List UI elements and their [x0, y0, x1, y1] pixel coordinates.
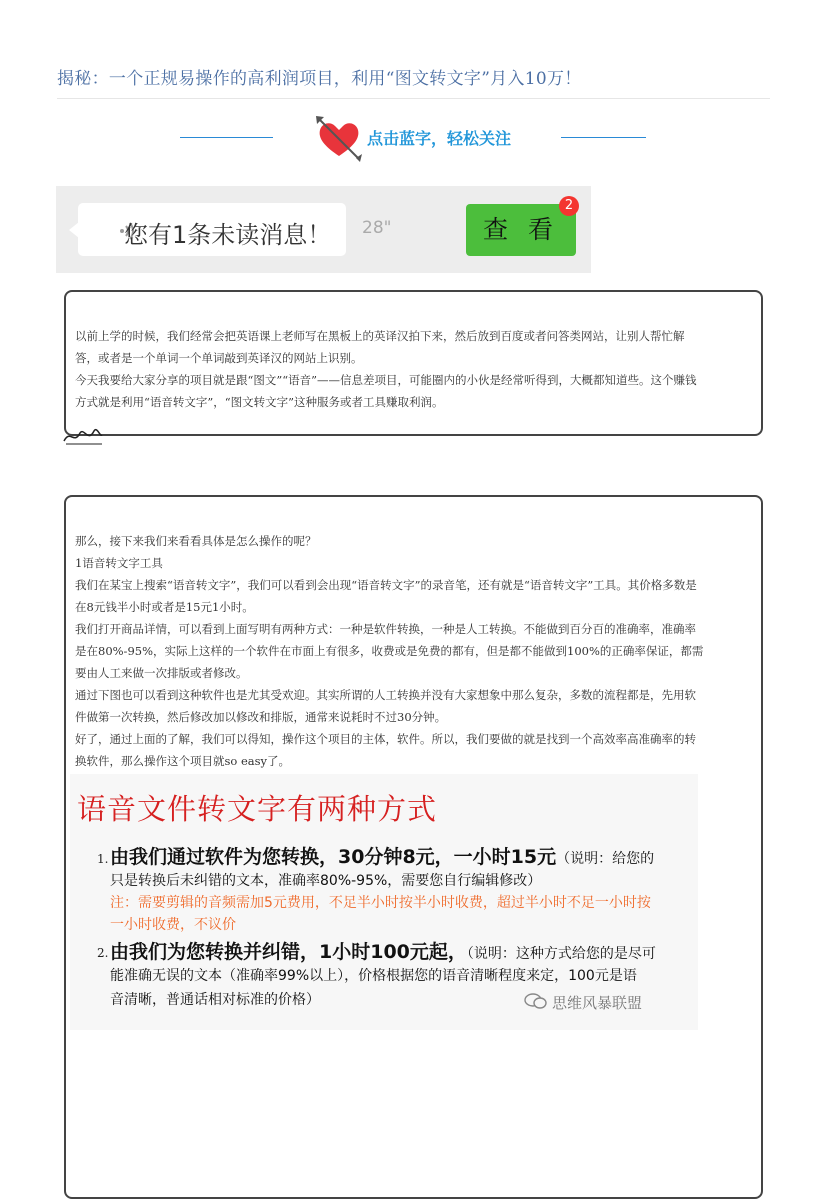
decorative-scribble-icon — [62, 423, 104, 447]
pricing-image-heading: 语音文件转文字有两种方式 — [77, 792, 438, 826]
item2-number: 2. — [97, 946, 109, 960]
body-line-11: 换软件，那么操作这个项目就so easy了。 — [75, 754, 291, 768]
follow-left-line — [180, 137, 273, 138]
item2-note-end: 音清晰，普通话相对标准的价格） — [110, 992, 320, 1008]
follow-right-line — [561, 137, 646, 138]
item1-note-cont: 只是转换后未纠错的文本，准确率80%-95%，需要您自行编辑修改） — [110, 873, 542, 889]
item2-note-cont: 能准确无误的文本（准确率99%以上），价格根据您的语音清晰程度来定，100元是语 — [110, 968, 637, 984]
body-line-7: 要由人工来做一次排版或者修改。 — [75, 666, 248, 680]
body-line-4: 在8元钱半小时或者是15元1小时。 — [75, 600, 254, 614]
heart-arrow-icon — [314, 114, 364, 162]
article-title: 揭秘：一个正规易操作的高利润项目，利用“图文转文字”月入10万！ — [57, 69, 582, 89]
item2-headline — [110, 937, 656, 964]
item1-red-note-1: 注：需要剪辑的音频需加5元费用，不足半小时按半小时收费，超过半小时不足一小时按 — [110, 895, 651, 911]
follow-prompt[interactable]: 点击蓝字，轻松关注 — [367, 129, 512, 148]
item1-bold-text: 由我们通过软件为您转换，30分钟8元，一小时15元 — [110, 846, 557, 868]
body-line-10: 好了，通过上面的了解，我们可以得知，操作这个项目的主体，软件。所以，我们要做的就是找到一个高效率高准确率的转 — [75, 732, 696, 746]
body-line-8: 通过下图也可以看到这种软件也是尤其受欢迎。其实所谓的人工转换并没有大家想象中那么复杂，多数的流程都是，先用软 — [75, 688, 696, 702]
body-line-1: 那么，接下来我们来看看具体是怎么操作的呢？ — [75, 534, 317, 548]
watermark-text: 思维风暴联盟 — [552, 994, 643, 1012]
unread-message-text: 您有1条未读消息！ — [124, 221, 332, 249]
item1-headline — [110, 842, 654, 869]
pricing-image — [70, 774, 698, 1030]
item2-note-start: （说明：这种方式给您的是尽可 — [466, 946, 656, 962]
message-duration: 28" — [362, 218, 392, 238]
message-bubble[interactable] — [78, 203, 346, 256]
watermark — [552, 992, 642, 1013]
chat-bubble-icon — [524, 992, 548, 1010]
view-button[interactable]: 查 看 — [466, 204, 576, 256]
item1-note-start: （说明：给您的 — [556, 851, 655, 867]
body-line-6: 是在80%-95%，实际上这样的一个软件在市面上有很多，收费或是免费的都有，但是都不能做到100%的正确率保证，都需 — [75, 644, 704, 658]
body-line-5: 我们打开商品详情，可以看到上面写明有两种方式：一种是软件转换，一种是人工转换。不能做到百分百的准确率，准确率 — [75, 622, 696, 636]
unread-badge: 2 — [559, 196, 579, 216]
intro-line-3: 今天我要给大家分享的项目就是跟“图文”“语音”——信息差项目，可能圈内的小伙是经常听得到，大概都知道些。这个赚钱 — [75, 373, 697, 387]
body-line-9: 件做第一次转换，然后修改加以修改和排版，通常来说耗时不过30分钟。 — [75, 710, 447, 724]
intro-line-2: 答，或者是一个单词一个单词敲到英译汉的网站上识别。 — [75, 351, 363, 365]
body-line-3: 我们在某宝上搜索“语音转文字”，我们可以看到会出现“语音转文字”的录音笔，还有就是“语音转文字”工具。其价格多数是 — [75, 578, 697, 592]
unread-message-panel — [56, 186, 591, 273]
item1-red-note-2: 一小时收费，不议价 — [110, 917, 236, 933]
title-divider — [57, 98, 770, 99]
intro-line-1: 以前上学的时候，我们经常会把英语课上老师写在黑板上的英译汉拍下来，然后放到百度或者问答类网站，让别人帮忙解 — [75, 329, 685, 343]
intro-line-4: 方式就是利用“语音转文字”，“图文转文字”这种服务或者工具赚取利润。 — [75, 395, 444, 409]
section-heading: 1语音转文字工具 — [75, 556, 163, 570]
item1-number: 1. — [97, 852, 109, 866]
item2-bold-text: 由我们为您转换并纠错，1小时100元起， — [110, 941, 467, 963]
